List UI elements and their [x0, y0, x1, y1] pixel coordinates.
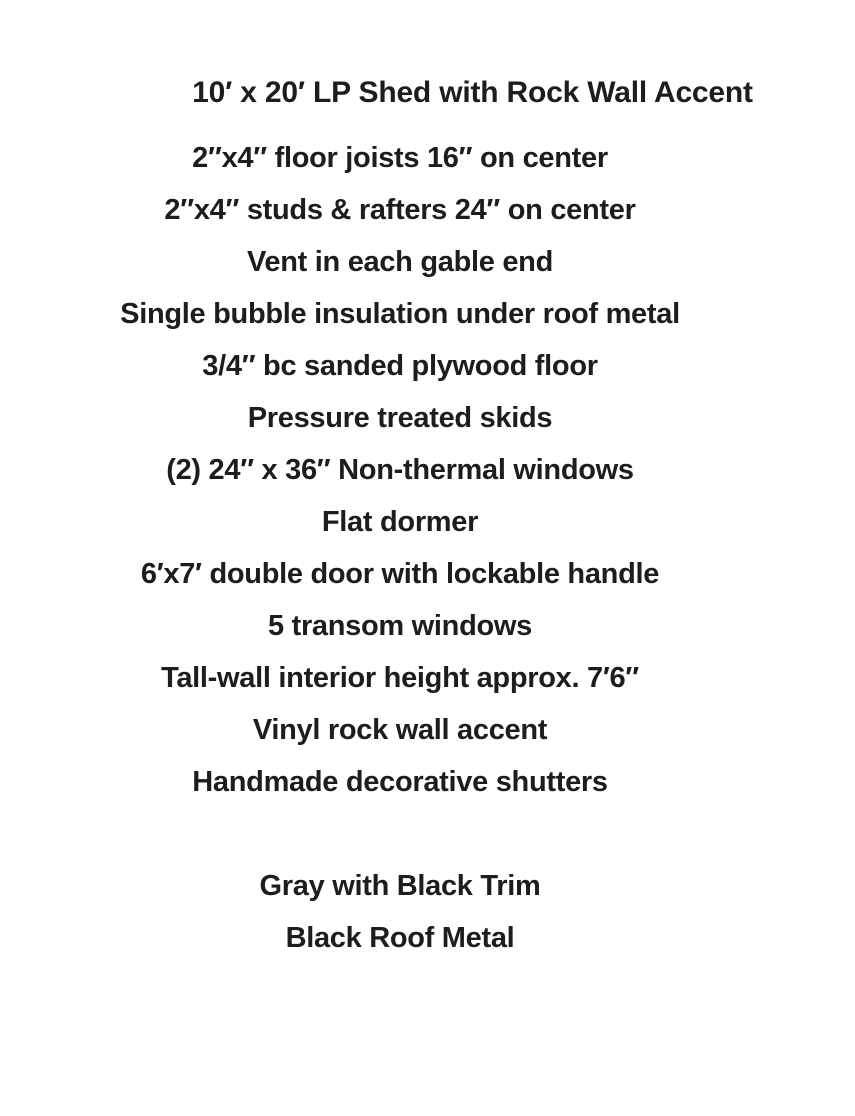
- spec-line-interior-height: Tall-wall interior height approx. 7′6″: [161, 662, 639, 694]
- spec-line-studs-rafters: 2″x4″ studs & rafters 24″ on center: [164, 194, 636, 226]
- spec-line-windows: (2) 24″ x 36″ Non-thermal windows: [166, 454, 634, 486]
- color-line-roof: Black Roof Metal: [285, 922, 515, 954]
- spec-line-transom-windows: 5 transom windows: [268, 610, 532, 642]
- page-title: 10′ x 20′ LP Shed with Rock Wall Accent: [192, 76, 753, 109]
- spec-line-treated-skids: Pressure treated skids: [247, 402, 553, 434]
- spec-line-gable-vent: Vent in each gable end: [246, 246, 554, 278]
- spec-line-double-door: 6′x7′ double door with lockable handle: [140, 558, 660, 590]
- color-options: [0, 860, 800, 964]
- spec-line-shutters: Handmade decorative shutters: [192, 766, 608, 798]
- spec-list: [0, 132, 800, 964]
- spec-line-plywood-floor: 3/4″ bc sanded plywood floor: [202, 350, 598, 382]
- spec-line-rock-wall: Vinyl rock wall accent: [252, 714, 548, 746]
- spec-line-floor-joists: 2″x4″ floor joists 16″ on center: [192, 142, 608, 174]
- spec-line-flat-dormer: Flat dormer: [321, 506, 479, 538]
- spec-line-insulation: Single bubble insulation under roof metal: [120, 298, 680, 330]
- color-line-body-trim: Gray with Black Trim: [259, 870, 541, 902]
